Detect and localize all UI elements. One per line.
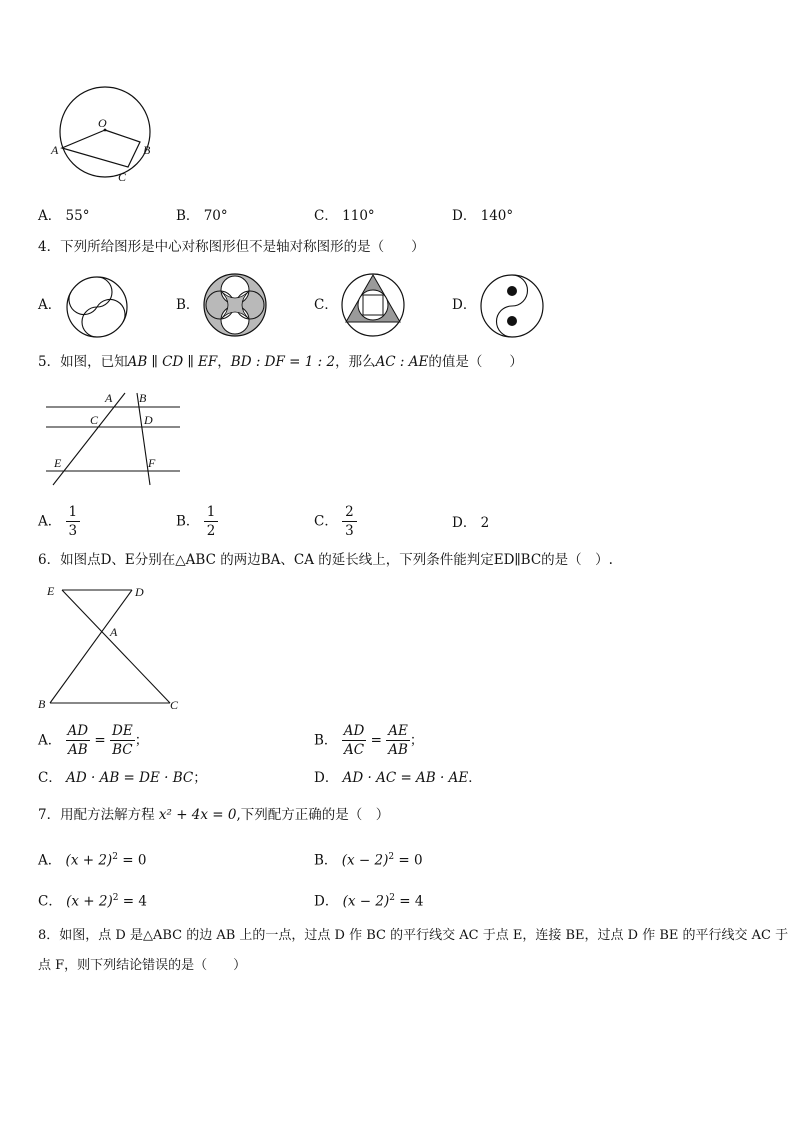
denominator: 3 <box>345 523 354 539</box>
point-label-f: F <box>148 456 156 470</box>
q4-option-c-label[interactable]: C． <box>314 297 338 313</box>
q6-option-a[interactable]: A． $\frac{AD}{AB}$ = $\frac{DE}{BC}$ ； <box>38 723 149 758</box>
point-label-d: D <box>144 413 153 427</box>
q4-option-a-label[interactable]: A． <box>38 297 62 313</box>
point-label-c: C <box>90 413 99 427</box>
point-label-b: B <box>139 391 147 405</box>
q5-stem: 5．如图，已知AB ∥ CD ∥ EF，BD : DF = 1 : 2，那么AC : AE的值是（ ） <box>38 354 523 370</box>
q6-option-d[interactable]: D． AD · AC = AB · AE． <box>314 770 482 786</box>
point-label-d: D <box>135 585 144 599</box>
q4-stem: 4．下列所给图形是中心对称图形但不是轴对称图形的是（ ） <box>38 239 425 255</box>
q8-stem-line-2: 点 F，则下列结论错误的是（ ） <box>38 958 247 973</box>
q7-stem: 7．用配方法解方程 x² + 4x = 0,下列配方正确的是（ ） <box>38 807 390 823</box>
q3-circle-figure <box>48 86 163 186</box>
point-label-e: E <box>47 584 55 598</box>
q4-option-d-figure[interactable] <box>478 272 546 340</box>
numerator: 2 <box>342 504 357 522</box>
q7-option-b[interactable]: B． $(x - 2)^2 = 0$ <box>314 852 423 869</box>
q6-triangle-figure <box>34 580 184 715</box>
point-label-o: O <box>98 116 107 130</box>
denominator: 3 <box>68 523 78 539</box>
point-label-c: C <box>170 698 179 712</box>
q5-option-d[interactable]: D． 2 <box>452 515 490 531</box>
denominator: 2 <box>206 523 216 539</box>
q5-parallel-lines-figure <box>40 388 185 488</box>
q8-stem-line-1: 8．如图，点 D 是△ABC 的边 AB 上的一点，过点 D 作 BC 的平行线交 AC 于点 E，连接 BE，过点 D 作 BE 的平行线交 AC 于 <box>38 928 789 943</box>
q4-option-d-label[interactable]: D． <box>452 297 477 313</box>
q7-option-d[interactable]: D． $(x - 2)^2 = 4$ <box>314 893 424 910</box>
q4-option-c-figure[interactable] <box>338 272 408 338</box>
point-label-e: E <box>54 456 62 470</box>
q4-option-a-figure[interactable] <box>64 274 130 340</box>
q3-option-d[interactable]: D． 140° <box>452 208 514 224</box>
q5-option-a[interactable]: A． $\frac{1}{3}$ <box>38 504 80 539</box>
point-label-a: A <box>110 625 118 639</box>
q5-option-c[interactable]: C． $\frac{2}{3}$ <box>314 504 357 539</box>
q7-option-c[interactable]: C． $(x + 2)^2 = 4$ <box>38 893 147 910</box>
q4-option-b-label[interactable]: B． <box>176 297 200 313</box>
q3-option-b[interactable]: B． 70° <box>176 208 228 224</box>
numerator: 1 <box>204 504 219 522</box>
q5-option-b[interactable]: B． $\frac{1}{2}$ <box>176 504 218 539</box>
point-label-a: A <box>105 391 113 405</box>
point-label-a: A <box>51 143 59 157</box>
q6-stem: 6．如图点D、E分别在△ABC 的两边BA、CA 的延长线上，下列条件能判定ED∥BC的是（ ）. <box>38 552 613 568</box>
q7-option-a[interactable]: A． $(x + 2)^2 = 0$ <box>38 852 147 869</box>
q6-option-c[interactable]: C． AD · AB = DE · BC； <box>38 770 207 786</box>
q3-option-a[interactable]: A． 55° <box>38 208 90 224</box>
q3-option-c[interactable]: C． 110° <box>314 208 375 224</box>
numerator: 1 <box>66 504 81 522</box>
point-label-b: B <box>38 697 46 711</box>
q6-option-b[interactable]: B． $\frac{AD}{AC}$ = $\frac{AE}{AB}$ ； <box>314 723 424 758</box>
point-label-b: B <box>143 143 151 157</box>
point-label-c: C <box>118 170 127 184</box>
q4-option-b-figure[interactable] <box>200 272 270 338</box>
